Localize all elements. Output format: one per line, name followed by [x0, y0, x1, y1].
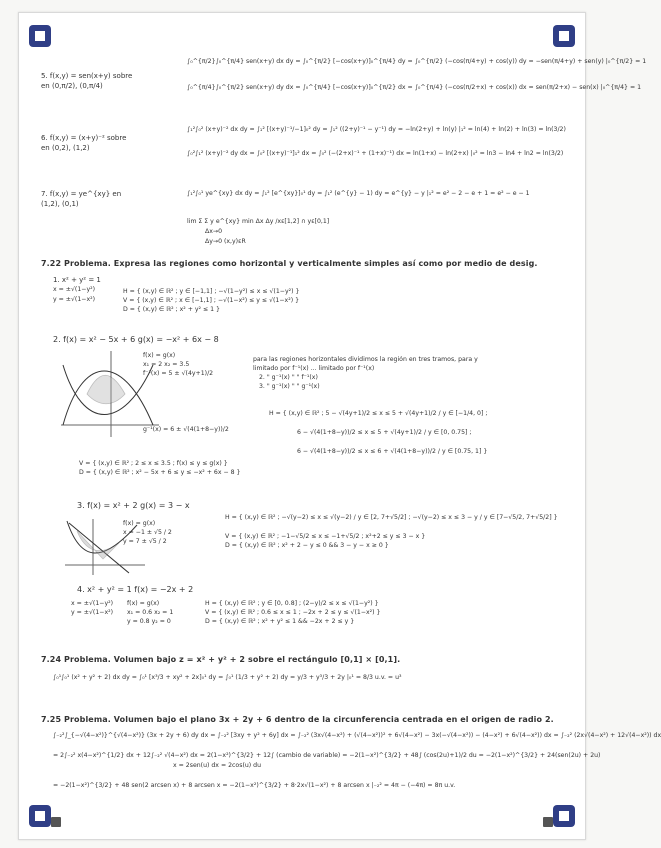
- p722-s4-mid: f(x) = g(x) x₁ = 0.6 x₂ = 1 y = 0.8 y₂ = 0: [127, 600, 174, 625]
- corner-mark-top-right: [553, 25, 575, 47]
- problem-7-24-solution: ∫₀¹∫₀¹ (x² + y² + 2) dx dy = ∫₀¹ [x³/3 + xy² + 2x]₀¹ dy = ∫₀¹ (1/3 + y² + 2) dy = y/3 + y³/3 + 2y |₀¹ = 8/3 u.v. = u³: [53, 674, 402, 681]
- item-5-label: 5. f(x,y) = sen(x+y) sobre en (0,π/2), (0,π/4): [41, 72, 133, 90]
- problem-7-25-title: 7.25 Problema. Volumen bajo el plano 3x + 2y + 6 dentro de la circunferencia centrada en el origen de radio 2.: [41, 715, 554, 724]
- p722-s1-regions: H = { (x,y) ∈ ℝ² ; y ∈ [−1,1] ; −√(1−y²) ≤ x ≤ √(1−y²) } V = { (x,y) ∈ ℝ² ; x ∈ [−1,1] ; −√(1−x²) ≤ y ≤ √(1−x²) } D = { (x,y) ∈ ℝ² ; x² + y² ≤ 1 }: [123, 288, 300, 313]
- item-6-label: 6. f(x,y) = (x+y)⁻² sobre en (0,2), (1,2): [41, 134, 127, 152]
- notebook-page: [18, 12, 661, 840]
- p722-s2-notes: para las regiones horizontales dividimos la región en tres tramos, para y limitado por f⁻¹(x) ... limitado por f⁻¹(x) 2. " g⁻¹(x) " " f⁻¹(x) 3. " g⁻¹(x) " " g⁻¹(x): [253, 356, 478, 390]
- item-7-label: 7. f(x,y) = ye^{xy} en (1,2), (0,1): [41, 190, 122, 208]
- corner-mark-bottom-right: [553, 805, 575, 827]
- corner-mark-top-left: [29, 25, 51, 47]
- corner-mark-bottom-left: [29, 805, 51, 827]
- p722-s3-mid: f(x) = g(x) x = −1 ± √5 / 2 y = 7 ± √5 / 2: [123, 520, 172, 545]
- p722-s2-mid: f(x) = g(x) x₁ = 2 x₂ = 3.5 f⁻¹(x) = 5 ± √(4y+1)/2: [143, 352, 214, 377]
- p722-s4-regions: H = { (x,y) ∈ ℝ² ; y ∈ [0, 0.8] ; (2−y)/2 ≤ x ≤ √(1−y²) } V = { (x,y) ∈ ℝ² ; 0.6 ≤ x ≤ 1 ; −2x + 2 ≤ y ≤ √(1−x²) } D = { (x,y) ∈ ℝ² ; x² + y² ≤ 1 && −2x + 2 ≤ y }: [205, 600, 381, 625]
- page-marker-right: [543, 817, 553, 827]
- problem-7-24-title: 7.24 Problema. Volumen bajo z = x² + y² + 2 sobre el rectángulo [0,1] × [0,1].: [41, 655, 401, 664]
- problem-7-25-solution: ∫₋₂²∫_{−√(4−x²)}^{√(4−x²)} (3x + 2y + 6) dy dx = ∫₋₂² [3xy + y² + 6y] dx = ∫₋₂² (3x√(4−x²) + (√(4−x²))² + 6√(4−x²) − 3x(−√(4−x²)) − (4−x²) + 6√(4−x²)) dx = ∫₋₂² (2x√(4−x²) + 12√(4−x²)) dx = 2∫₋₂² x(4−x²)^{1/2} dx + 12∫₋₂² √(4−x²) dx = 2(1−x²)^{3/2} + 12∫ (cambio de variable) = −2(1−x²)^{3/2} + 48∫ (cos(2u)+1)/2 du = −2(1−x²)^{3/2} + 24(sen(2u) + 2u) x = 2sen(u) dx = 2cos(u) du = −2(1−x²)^{3/2} + 48 sen(2 arcsen x) + 8 arcsen x = −2(1−x²)^{3/2} + 8·2x√(1−x²) + 8 arcsen x |₋₂² = 4π − (−4π) = 8π u.v.: [53, 732, 661, 789]
- p722-s2-H: H = { (x,y) ∈ ℝ² ; 5 − √(4y+1)/2 ≤ x ≤ 5 + √(4y+1)/2 / y ∈ [−1/4, 0] ; 6 − √(4(1+8−y))/2 ≤ x ≤ 5 + √(4y+1)/2 / y ∈ [0, 0.75] ; 6 − √(4(1+8−y))/2 ≤ x ≤ 6 + √(4(1+8−y))/2 / y ∈ [0.75, 1] }: [269, 410, 488, 455]
- p722-s1-left: 1. x² + y² = 1 x = ±√(1−y²) y = ±√(1−x²): [53, 276, 101, 303]
- page-marker-left: [51, 817, 61, 827]
- p722-s2-head: 2. f(x) = x² − 5x + 6 g(x) = −x² + 6x − 8: [53, 335, 219, 344]
- item-6-equations: ∫₁²∫₀² (x+y)⁻² dx dy = ∫₁² [(x+y)⁻¹/−1]₀² dy = ∫₁² ((2+y)⁻¹ − y⁻¹) dy = −ln(2+y) + ln(y) |₁² = ln(4) + ln(2) + ln(3) = ln(3/2) ∫₀²∫₁² (x+y)⁻² dy dx = ∫₀² [(x+y)⁻¹]₁² dx = ∫₀² (−(2+x)⁻¹ + (1+x)⁻¹) dx = ln(1+x) − ln(2+x) |₀² = ln3 − ln4 + ln2 = ln(3/2): [187, 126, 566, 157]
- problem-7-22-title: 7.22 Problema. Expresa las regiones como horizontal y verticalmente simples así como por medio de desig.: [41, 259, 538, 268]
- p722-s2-inv: g⁻¹(x) = 6 ± √(4(1+8−y))/2: [143, 426, 229, 433]
- item-5-equations: ∫₀^{π/2}∫₀^{π/4} sen(x+y) dx dy = ∫₀^{π/2} [−cos(x+y)]₀^{π/4} dy = ∫₀^{π/2} (−cos(π/4+y) + cos(y)) dy = −sen(π/4+y) + sen(y) |₀^{π/2} = 1 ∫₀^{π/4}∫₀^{π/2} sen(x+y) dy dx = ∫₀^{π/4} [−cos(x+y)]₀^{π/2} dx = ∫₀^{π/4} (−cos(π/2+x) + cos(x)) dx = sen(π/2+x) − sen(x) |₀^{π/4} = 1: [187, 58, 647, 91]
- p722-s4-left: x = ±√(1−y²) y = ±√(1−x²): [71, 600, 113, 616]
- item-7-equations: ∫₁²∫₀¹ ye^{xy} dx dy = ∫₁² [e^{xy}]₀¹ dy = ∫₁² (e^{y} − 1) dy = e^{y} − y |₁² = e² − 2 − e + 1 = e² − e − 1 lim Σ Σ y e^{xy} min Δx Δy /xε[1,2] ∩ yε[0,1] Δx→0 Δy→0 (x,y)εR: [187, 190, 530, 245]
- p722-s3-head: 3. f(x) = x² + 2 g(x) = 3 − x: [77, 501, 190, 510]
- p722-s2-V-D: V = { (x,y) ∈ ℝ² ; 2 ≤ x ≤ 3.5 ; f(x) ≤ y ≤ g(x) } D = { (x,y) ∈ ℝ² ; x² − 5x + 6 ≤ y ≤ −x² + 6x − 8 }: [79, 460, 241, 476]
- p722-s4-head: 4. x² + y² = 1 f(x) = −2x + 2: [77, 585, 194, 594]
- p722-s3-regions: H = { (x,y) ∈ ℝ² ; −√(y−2) ≤ x ≤ √(y−2) / y ∈ [2, 7+√5/2] ; −√(y−2) ≤ x ≤ 3 − y / y ∈ [7−√5/2, 7+√5/2] } V = { (x,y) ∈ ℝ² ; −1−√5/2 ≤ x ≤ −1+√5/2 ; x²+2 ≤ y ≤ 3 − x } D = { (x,y) ∈ ℝ² ; x² + 2 − y ≤ 0 && 3 − y − x ≥ 0 }: [225, 514, 558, 549]
